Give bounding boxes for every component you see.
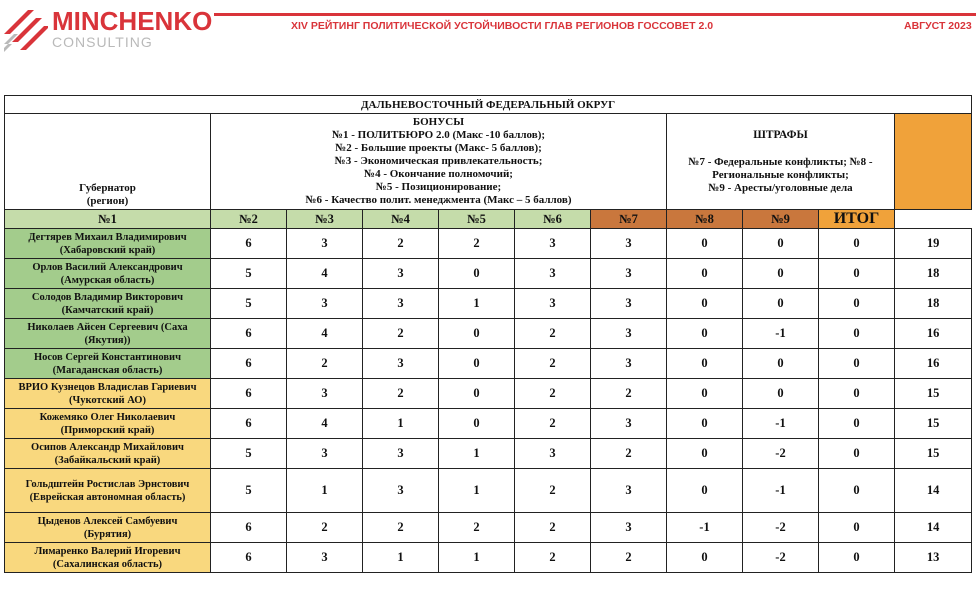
bonus-line-4: №4 - Окончание полномочий;	[364, 168, 513, 180]
governor-cell	[5, 319, 211, 349]
score-cell: 2	[287, 513, 363, 543]
score-cell: 6	[211, 229, 287, 259]
governor-region: (Амурская область)	[60, 274, 155, 286]
score-cell: 2	[515, 379, 591, 409]
score-cell: 0	[819, 409, 895, 439]
score-cell: 4	[287, 259, 363, 289]
score-cell: 3	[591, 319, 667, 349]
score-cell: 0	[667, 259, 743, 289]
score-cell: 2	[287, 349, 363, 379]
governor-name: Осипов Александр Михайлович	[31, 441, 184, 453]
score-cell: 2	[515, 319, 591, 349]
score-cell: 3	[287, 229, 363, 259]
governor-region: (Чукотский АО)	[69, 394, 146, 406]
score-cell: 3	[515, 229, 591, 259]
total-score-cell: 15	[895, 439, 972, 469]
table-row	[5, 513, 972, 543]
governor-header-line-1: Губернатор	[79, 182, 136, 194]
total-score-cell: 14	[895, 513, 972, 543]
total-score-cell: 19	[895, 229, 972, 259]
bonus-title: БОНУСЫ	[412, 116, 465, 128]
report-title: XIV РЕЙТИНГ ПОЛИТИЧЕСКОЙ УСТОЙЧИВОСТИ ГЛАВ РЕГИОНОВ ГОССОВЕТ 2.0	[291, 20, 714, 32]
score-cell: 0	[819, 349, 895, 379]
governor-name: Лимаренко Валерий Игоревич	[34, 545, 181, 557]
score-cell: 0	[667, 543, 743, 573]
governor-region: (Бурятия)	[83, 528, 132, 540]
score-cell: 3	[591, 229, 667, 259]
district-title: ДАЛЬНЕВОСТОЧНЫЙ ФЕДЕРАЛЬНЫЙ ОКРУГ	[5, 96, 972, 114]
score-cell: 3	[591, 409, 667, 439]
col-header-2: №2	[211, 210, 287, 229]
score-cell: 6	[211, 319, 287, 349]
score-cell: 3	[591, 259, 667, 289]
bonus-line-2: №2 - Большие проекты (Макс- 5 баллов);	[335, 142, 542, 154]
score-cell: 6	[211, 543, 287, 573]
score-cell: 0	[819, 439, 895, 469]
table-row	[5, 469, 972, 513]
table-row	[5, 259, 972, 289]
total-score-cell: 16	[895, 349, 972, 379]
penalty-legend	[667, 114, 895, 210]
governor-name: Цыденов Алексей Самбуевич	[37, 515, 178, 527]
governor-region: (Сахалинская область)	[52, 558, 163, 570]
score-cell: 0	[439, 379, 515, 409]
governor-cell	[5, 543, 211, 573]
table-row	[5, 229, 972, 259]
score-cell: 2	[591, 379, 667, 409]
score-cell: 3	[363, 439, 439, 469]
score-cell: 3	[515, 259, 591, 289]
score-cell: 0	[667, 469, 743, 513]
score-cell: 0	[439, 319, 515, 349]
col-header-total: ИТОГ	[819, 210, 895, 229]
table-row	[5, 349, 972, 379]
total-score-cell: 15	[895, 409, 972, 439]
score-cell: 0	[819, 513, 895, 543]
governor-name: ВРИО Кузнецов Владислав Гариевич	[18, 381, 197, 393]
score-cell: 2	[439, 229, 515, 259]
score-cell: 0	[743, 379, 819, 409]
governor-cell	[5, 229, 211, 259]
total-score-cell: 16	[895, 319, 972, 349]
score-cell: 1	[439, 289, 515, 319]
score-cell: 6	[211, 379, 287, 409]
governor-region: (Магаданская область)	[52, 364, 163, 376]
score-cell: 2	[363, 229, 439, 259]
report-date: АВГУСТ 2023	[904, 20, 972, 32]
penalty-line-1: №7 - Федеральные конфликты; №8 -	[688, 155, 873, 168]
bonus-legend	[211, 114, 667, 210]
score-cell: 2	[363, 379, 439, 409]
penalty-title: ШТРАФЫ	[753, 128, 808, 141]
governor-name: Гольдштейн Ростислав Эрнстович	[25, 478, 190, 490]
governor-region: (Еврейская автономная область)	[29, 491, 186, 503]
score-cell: 2	[515, 543, 591, 573]
score-cell: -1	[743, 469, 819, 513]
table-row	[5, 543, 972, 573]
logo-stripes-icon	[4, 8, 48, 52]
score-cell: 0	[819, 229, 895, 259]
governor-region: (Якутия))	[84, 334, 131, 346]
governor-cell	[5, 259, 211, 289]
penalty-line-3: №9 - Аресты/уголовные дела	[708, 181, 853, 194]
score-cell: 0	[819, 289, 895, 319]
score-cell: 1	[439, 543, 515, 573]
table-row	[5, 379, 972, 409]
bonus-line-3: №3 - Экономическая привлекательность;	[334, 155, 543, 167]
score-cell: 0	[439, 349, 515, 379]
bonus-line-1: №1 - ПОЛИТБЮРО 2.0 (Макс -10 баллов);	[331, 129, 546, 141]
score-cell: -2	[743, 513, 819, 543]
score-cell: 4	[287, 409, 363, 439]
score-cell: 2	[515, 409, 591, 439]
score-cell: 3	[287, 289, 363, 319]
score-cell: 0	[667, 379, 743, 409]
score-cell: 0	[439, 259, 515, 289]
score-cell: 3	[515, 289, 591, 319]
col-header-3: №3	[287, 210, 363, 229]
score-cell: 3	[591, 469, 667, 513]
score-cell: 5	[211, 289, 287, 319]
governor-name: Дегтярев Михаил Владимирович	[28, 231, 187, 243]
governor-cell	[5, 439, 211, 469]
table-row	[5, 409, 972, 439]
logo-name: MINCHENKO	[52, 6, 213, 36]
governor-cell	[5, 349, 211, 379]
bonus-line-6: №6 - Качество полит. менеджмента (Макс – 5 баллов)	[305, 194, 572, 206]
score-cell: 3	[591, 289, 667, 319]
score-cell: 3	[591, 349, 667, 379]
score-cell: 3	[591, 513, 667, 543]
governor-cell	[5, 379, 211, 409]
logo-subtitle: CONSULTING	[52, 34, 153, 50]
col-header-6: №6	[515, 210, 591, 229]
score-cell: 2	[363, 319, 439, 349]
score-cell: 1	[439, 469, 515, 513]
score-cell: -2	[743, 439, 819, 469]
total-score-cell: 18	[895, 259, 972, 289]
score-cell: 0	[743, 349, 819, 379]
score-cell: 2	[591, 543, 667, 573]
score-cell: 0	[743, 229, 819, 259]
governor-name: Носов Сергей Константинович	[33, 351, 182, 363]
report-header	[0, 0, 979, 60]
governor-name: Николаев Айсен Сергеевич (Саха	[27, 321, 188, 333]
score-cell: 0	[743, 289, 819, 319]
score-cell: -1	[743, 409, 819, 439]
score-cell: 3	[363, 349, 439, 379]
governor-cell	[5, 513, 211, 543]
score-cell: -1	[743, 319, 819, 349]
governor-header-line-2: (регион)	[86, 195, 129, 207]
score-cell: 3	[515, 439, 591, 469]
governor-name: Кожемяко Олег Николаевич	[39, 411, 176, 423]
governor-rows	[5, 229, 972, 573]
governor-cell	[5, 469, 211, 513]
score-cell: 2	[363, 513, 439, 543]
governor-region: (Хабаровский край)	[59, 244, 156, 256]
score-cell: -1	[667, 513, 743, 543]
score-cell: 3	[363, 289, 439, 319]
score-cell: 0	[667, 439, 743, 469]
table-row	[5, 289, 972, 319]
col-header-8: №8	[667, 210, 743, 229]
governor-region: (Забайкальский край)	[54, 454, 161, 466]
governor-name: Солодов Владимир Викторович	[31, 291, 184, 303]
score-cell: 0	[819, 259, 895, 289]
score-cell: 1	[363, 409, 439, 439]
score-cell: 0	[819, 379, 895, 409]
total-score-cell: 13	[895, 543, 972, 573]
score-cell: 2	[515, 469, 591, 513]
penalty-line-2: Региональные конфликты;	[712, 168, 849, 181]
score-cell: 0	[667, 319, 743, 349]
score-cell: 1	[363, 543, 439, 573]
governor-column-header	[5, 114, 211, 210]
header-rule	[214, 13, 976, 16]
governor-cell	[5, 409, 211, 439]
score-cell: 5	[211, 469, 287, 513]
total-score-cell: 15	[895, 379, 972, 409]
score-cell: -2	[743, 543, 819, 573]
score-cell: 1	[287, 469, 363, 513]
score-cell: 0	[667, 409, 743, 439]
bonus-line-5: №5 - Позиционирование;	[375, 181, 502, 193]
score-cell: 2	[515, 349, 591, 379]
score-cell: 0	[819, 319, 895, 349]
score-cell: 0	[439, 409, 515, 439]
score-cell: 2	[515, 513, 591, 543]
score-cell: 6	[211, 349, 287, 379]
score-cell: 0	[819, 469, 895, 513]
col-header-7: №7	[591, 210, 667, 229]
score-cell: 3	[363, 469, 439, 513]
score-cell: 3	[363, 259, 439, 289]
col-header-4: №4	[363, 210, 439, 229]
governor-region: (Камчатский край)	[61, 304, 154, 316]
total-header-fill	[895, 114, 972, 210]
score-cell: 4	[287, 319, 363, 349]
rating-table	[4, 95, 972, 573]
score-cell: 2	[439, 513, 515, 543]
score-cell: 6	[211, 513, 287, 543]
score-cell: 3	[287, 379, 363, 409]
score-cell: 0	[743, 259, 819, 289]
score-cell: 0	[819, 543, 895, 573]
table-row	[5, 439, 972, 469]
col-header-9: №9	[743, 210, 819, 229]
governor-cell	[5, 289, 211, 319]
score-cell: 2	[591, 439, 667, 469]
total-score-cell: 14	[895, 469, 972, 513]
score-cell: 5	[211, 439, 287, 469]
score-cell: 6	[211, 409, 287, 439]
column-number-row	[5, 210, 972, 229]
score-cell: 3	[287, 543, 363, 573]
total-score-cell: 18	[895, 289, 972, 319]
col-header-1: №1	[5, 210, 211, 229]
score-cell: 1	[439, 439, 515, 469]
score-cell: 5	[211, 259, 287, 289]
score-cell: 0	[667, 229, 743, 259]
score-cell: 0	[667, 349, 743, 379]
score-cell: 3	[287, 439, 363, 469]
col-header-5: №5	[439, 210, 515, 229]
table-row	[5, 319, 972, 349]
governor-name: Орлов Василий Александрович	[32, 261, 183, 273]
governor-region: (Приморский край)	[60, 424, 155, 436]
score-cell: 0	[667, 289, 743, 319]
